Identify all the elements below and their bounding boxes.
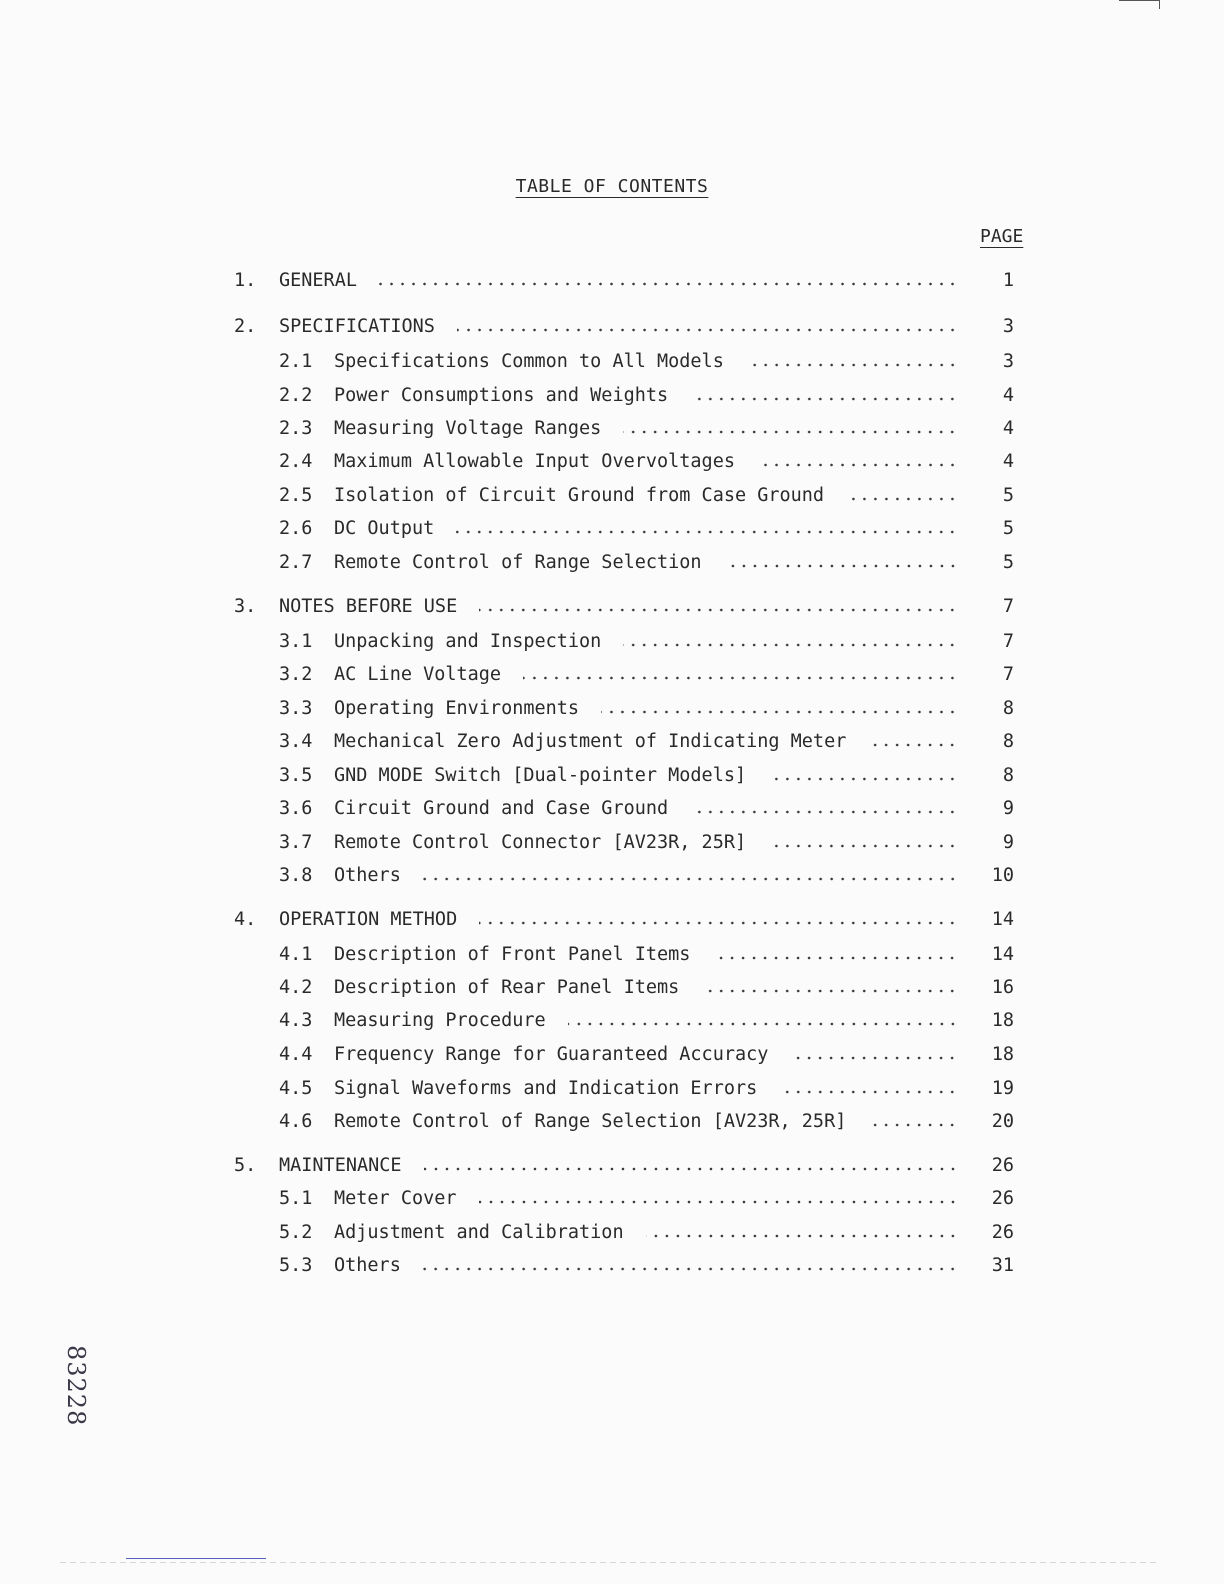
toc-label: DC Output (334, 518, 435, 539)
toc-dot-leader (790, 1056, 958, 1060)
toc-label: Description of Rear Panel Items (334, 977, 680, 998)
toc-section-row (0, 594, 1224, 620)
toc-page-number: 7 (1002, 664, 1014, 685)
toc-number: 2.2 (279, 385, 313, 406)
toc-page-number: 5 (1002, 552, 1014, 573)
toc-page-number: 5 (1002, 485, 1014, 506)
toc-label: NOTES BEFORE USE (279, 596, 458, 617)
toc-page-number: 1 (1002, 270, 1014, 291)
toc-number: 2.1 (279, 351, 313, 372)
toc-page-number: 26 (991, 1188, 1014, 1209)
toc-number: 1. (234, 270, 257, 291)
toc-number: 2.7 (279, 552, 313, 573)
toc-number: 5.2 (279, 1222, 313, 1243)
toc-subsection-row (0, 763, 1224, 789)
toc-number: 3.6 (279, 798, 313, 819)
toc-subsection-row (0, 550, 1224, 576)
toc-dot-leader (457, 328, 958, 332)
toc-page-number: 3 (1002, 351, 1014, 372)
toc-number: 4.4 (279, 1044, 313, 1065)
toc-page-number: 14 (991, 944, 1014, 965)
toc-number: 3.8 (279, 865, 313, 886)
toc-label: Others (334, 1255, 401, 1276)
toc-page-number: 4 (1002, 418, 1014, 439)
toc-number: 3.1 (279, 631, 313, 652)
toc-dot-leader (868, 1123, 958, 1127)
toc-section-row (0, 1153, 1224, 1179)
toc-dot-leader (479, 608, 958, 612)
toc-subsection-row (0, 796, 1224, 822)
toc-label: Description of Front Panel Items (334, 944, 691, 965)
toc-page-number: 4 (1002, 451, 1014, 472)
toc-subsection-row (0, 1109, 1224, 1135)
toc-subsection-row (0, 349, 1224, 375)
toc-subsection-row (0, 483, 1224, 509)
toc-label: Mechanical Zero Adjustment of Indicating Meter (334, 731, 847, 752)
toc-page-number: 31 (991, 1255, 1014, 1276)
toc-section-row (0, 314, 1224, 340)
toc-dot-leader (479, 921, 958, 925)
toc-dot-leader (846, 497, 958, 501)
toc-label: Circuit Ground and Case Ground (334, 798, 669, 819)
toc-page-number: 20 (991, 1111, 1014, 1132)
page-column-heading: PAGE (980, 226, 1024, 247)
page-title-text: TABLE OF CONTENTS (515, 176, 709, 197)
toc-label: Remote Control Connector [AV23R, 25R] (334, 832, 747, 853)
toc-dot-leader (701, 989, 958, 993)
toc-label: Power Consumptions and Weights (334, 385, 669, 406)
toc-page-number: 8 (1002, 698, 1014, 719)
toc-label: Remote Control of Range Selection (334, 552, 702, 573)
toc-dot-leader (623, 430, 958, 434)
toc-page-number: 8 (1002, 765, 1014, 786)
toc-subsection-row (0, 863, 1224, 889)
corner-mark (1119, 0, 1160, 9)
toc-label: Unpacking and Inspection (334, 631, 602, 652)
toc-page-number: 19 (991, 1078, 1014, 1099)
toc-number: 3.2 (279, 664, 313, 685)
toc-number: 3. (234, 596, 257, 617)
toc-section-row (0, 268, 1224, 294)
toc-dot-leader (456, 530, 958, 534)
toc-dot-leader (423, 877, 958, 881)
toc-number: 2.5 (279, 485, 313, 506)
toc-subsection-row (0, 1008, 1224, 1034)
toc-number: 4.5 (279, 1078, 313, 1099)
toc-number: 2.3 (279, 418, 313, 439)
toc-dot-leader (779, 1090, 958, 1094)
toc-label: Signal Waveforms and Indication Errors (334, 1078, 758, 1099)
toc-subsection-row (0, 416, 1224, 442)
toc-label: MAINTENANCE (279, 1155, 402, 1176)
toc-dot-leader (424, 1167, 958, 1171)
toc-dot-leader (379, 282, 958, 286)
toc-subsection-row (0, 449, 1224, 475)
margin-note-text: 83228 (62, 1345, 90, 1427)
toc-number: 2. (234, 316, 257, 337)
toc-subsection-row (0, 696, 1224, 722)
toc-page-number: 4 (1002, 385, 1014, 406)
toc-number: 4. (234, 909, 257, 930)
toc-subsection-row (0, 1220, 1224, 1246)
toc-page-number: 16 (991, 977, 1014, 998)
toc-number: 4.6 (279, 1111, 313, 1132)
toc-number: 5.1 (279, 1188, 313, 1209)
toc-dot-leader (601, 710, 958, 714)
toc-number: 4.1 (279, 944, 313, 965)
toc-label: GND MODE Switch [Dual-pointer Models] (334, 765, 747, 786)
toc-page-number: 14 (991, 909, 1014, 930)
toc-dot-leader (690, 810, 958, 814)
toc-dot-leader (690, 397, 958, 401)
toc-label: OPERATION METHOD (279, 909, 458, 930)
toc-page-number: 7 (1002, 596, 1014, 617)
toc-dot-leader (757, 463, 958, 467)
toc-label: Maximum Allowable Input Overvoltages (334, 451, 735, 472)
toc-number: 5.3 (279, 1255, 313, 1276)
toc-dot-leader (712, 956, 958, 960)
toc-number: 4.2 (279, 977, 313, 998)
toc-dot-leader (479, 1200, 958, 1204)
toc-number: 3.4 (279, 731, 313, 752)
toc-page-number: 8 (1002, 731, 1014, 752)
toc-page-number: 18 (991, 1010, 1014, 1031)
toc-number: 2.6 (279, 518, 313, 539)
scan-artifact-line (126, 1558, 266, 1559)
toc-dot-leader (746, 363, 958, 367)
toc-page-number: 10 (991, 865, 1014, 886)
toc-label: Frequency Range for Guaranteed Accuracy (334, 1044, 769, 1065)
toc-page-number: 5 (1002, 518, 1014, 539)
toc-label: Others (334, 865, 401, 886)
toc-label: Adjustment and Calibration (334, 1222, 624, 1243)
toc-number: 3.3 (279, 698, 313, 719)
toc-dot-leader (523, 676, 958, 680)
toc-subsection-row (0, 1253, 1224, 1279)
toc-page-number: 3 (1002, 316, 1014, 337)
toc-number: 3.7 (279, 832, 313, 853)
toc-section-row (0, 907, 1224, 933)
toc-page-number: 9 (1002, 832, 1014, 853)
toc-subsection-row (0, 1042, 1224, 1068)
toc-number: 4.3 (279, 1010, 313, 1031)
toc-subsection-row (0, 629, 1224, 655)
toc-label: Meter Cover (334, 1188, 457, 1209)
toc-label: AC Line Voltage (334, 664, 502, 685)
toc-subsection-row (0, 729, 1224, 755)
toc-number: 5. (234, 1155, 257, 1176)
toc-subsection-row (0, 830, 1224, 856)
toc-page-number: 18 (991, 1044, 1014, 1065)
handwritten-margin-note (60, 1345, 100, 1475)
toc-dot-leader (423, 1267, 958, 1271)
toc-label: Operating Environments (334, 698, 580, 719)
toc-dot-leader (768, 777, 958, 781)
toc-subsection-row (0, 516, 1224, 542)
toc-label: Measuring Procedure (334, 1010, 546, 1031)
toc-subsection-row (0, 975, 1224, 1001)
toc-page-number: 26 (991, 1222, 1014, 1243)
page-title (0, 176, 1224, 197)
toc-dot-leader (623, 643, 958, 647)
toc-label: GENERAL (279, 270, 357, 291)
toc-dot-leader (768, 844, 958, 848)
toc-subsection-row (0, 942, 1224, 968)
toc-label: Specifications Common to All Models (334, 351, 724, 372)
toc-dot-leader (646, 1234, 958, 1238)
toc-number: 3.5 (279, 765, 313, 786)
toc-number: 2.4 (279, 451, 313, 472)
toc-page-number: 26 (991, 1155, 1014, 1176)
toc-dot-leader (724, 564, 958, 568)
toc-label: SPECIFICATIONS (279, 316, 435, 337)
toc-label: Measuring Voltage Ranges (334, 418, 602, 439)
scan-artifact-dashes (60, 1562, 1160, 1563)
toc-label: Isolation of Circuit Ground from Case Ground (334, 485, 825, 506)
toc-subsection-row (0, 1076, 1224, 1102)
toc-dot-leader (868, 743, 958, 747)
toc-label: Remote Control of Range Selection [AV23R, 25R] (334, 1111, 847, 1132)
toc-subsection-row (0, 383, 1224, 409)
toc-page-number: 7 (1002, 631, 1014, 652)
toc-page-number: 9 (1002, 798, 1014, 819)
toc-dot-leader (568, 1022, 958, 1026)
toc-subsection-row (0, 1186, 1224, 1212)
toc-subsection-row (0, 662, 1224, 688)
